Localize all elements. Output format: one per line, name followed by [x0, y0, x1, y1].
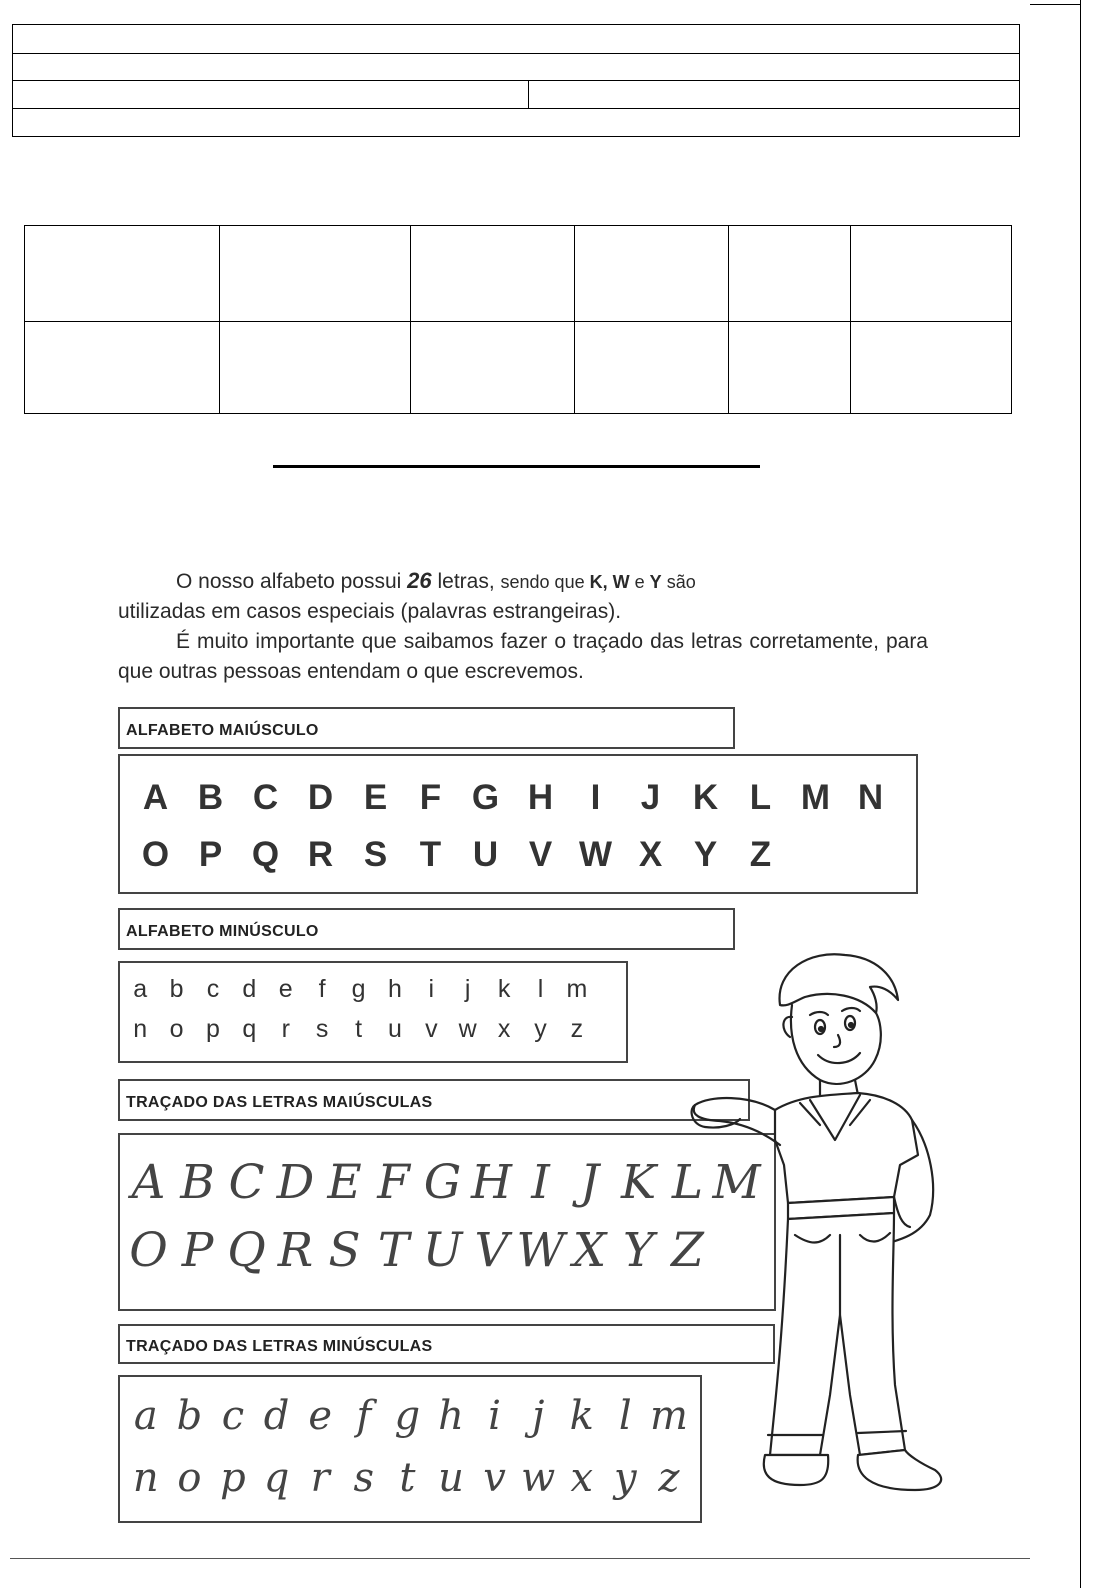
letter: l	[537, 975, 544, 1003]
letter: t	[355, 1015, 363, 1043]
letter: C	[252, 778, 279, 817]
letter: A	[142, 778, 169, 817]
letter: T	[377, 1223, 410, 1278]
letter: h	[387, 975, 402, 1003]
title-underline	[273, 465, 760, 468]
letter: b	[169, 975, 184, 1003]
table-cell[interactable]	[411, 226, 575, 322]
letter: k	[497, 975, 511, 1003]
intro-line-2: utilizadas em casos especiais (palavras estrangeiras).	[118, 600, 622, 623]
letter: F	[419, 778, 442, 817]
letter: A	[131, 1155, 166, 1210]
letter: h	[438, 1393, 464, 1439]
page-border-top	[1030, 4, 1080, 5]
cursive-lower-row-1	[124, 1393, 704, 1439]
letter: d	[242, 975, 257, 1003]
letter: m	[566, 975, 588, 1003]
letter: j	[464, 975, 471, 1003]
footer-rule	[10, 1558, 1030, 1559]
letter: o	[177, 1455, 202, 1501]
letter: b	[176, 1393, 203, 1439]
letter: p	[206, 1015, 220, 1043]
letter: P	[198, 835, 223, 874]
letter: I	[531, 1155, 550, 1210]
letter: c	[221, 1393, 245, 1439]
letter: S	[363, 835, 388, 874]
table-cell[interactable]	[411, 322, 575, 414]
letter: U	[422, 1223, 463, 1278]
letter: L	[749, 778, 772, 817]
letter: c	[206, 975, 220, 1003]
table-cell[interactable]	[851, 322, 1012, 414]
letter: p	[220, 1455, 246, 1501]
letter: n	[132, 1455, 159, 1501]
intro-text-start: O nosso alfabeto possui	[176, 570, 402, 593]
letter: u	[387, 1015, 402, 1043]
letter: R	[307, 835, 334, 874]
upper-row-2	[128, 835, 924, 875]
letter: X	[638, 835, 663, 874]
letter: j	[531, 1393, 545, 1439]
letter: q	[263, 1455, 290, 1501]
table-cell[interactable]	[25, 322, 220, 414]
letter: i	[488, 1393, 501, 1439]
letter: B	[180, 1155, 215, 1210]
letter: g	[351, 975, 366, 1003]
section-title-lower: ALFABETO MINÚSCULO	[118, 908, 735, 950]
blank-grid-table	[24, 225, 1012, 414]
letter: a	[133, 975, 148, 1003]
letter: f	[318, 975, 326, 1003]
letter: Y	[693, 835, 718, 874]
letter: E	[327, 1155, 362, 1210]
letter: R	[277, 1223, 314, 1278]
letter: t	[399, 1455, 416, 1501]
letter: i	[428, 975, 435, 1003]
letter: f	[356, 1393, 372, 1439]
letter: Q	[227, 1223, 266, 1278]
upper-alphabet-box	[118, 754, 918, 894]
intro-paragraph-2	[118, 627, 928, 687]
letter: K	[620, 1155, 657, 1210]
letter: B	[197, 778, 224, 817]
table-cell[interactable]	[729, 322, 851, 414]
letter: D	[276, 1155, 315, 1210]
letter: e	[308, 1393, 332, 1439]
letter: k	[569, 1393, 594, 1439]
intro-sao: são	[666, 572, 696, 592]
intro-letters-word: letras,	[437, 570, 495, 593]
letter: g	[394, 1393, 421, 1439]
letter: C	[228, 1155, 265, 1210]
letter: w	[458, 1015, 477, 1043]
lower-alphabet-box	[118, 961, 628, 1063]
letter: O	[129, 1223, 168, 1278]
letter: x	[497, 1015, 511, 1043]
letter: x	[570, 1455, 594, 1501]
letter: m	[649, 1393, 688, 1439]
table-cell[interactable]	[851, 226, 1012, 322]
section-title-cursive-lower: TRAÇADO DAS LETRAS MINÚSCULAS	[118, 1324, 775, 1364]
letter: I	[590, 778, 601, 817]
letter: s	[315, 1015, 329, 1043]
letter: J	[580, 1155, 599, 1210]
cursive-upper-box	[118, 1133, 776, 1311]
letter: M	[712, 1155, 761, 1210]
lower-row-1	[122, 975, 628, 1004]
letter: n	[133, 1015, 148, 1043]
letter: D	[307, 778, 334, 817]
table-cell[interactable]	[729, 226, 851, 322]
letter: u	[438, 1455, 464, 1501]
letter: z	[570, 1015, 584, 1043]
header-field-1[interactable]	[13, 25, 1019, 54]
letter: q	[242, 1015, 257, 1043]
letter: V	[474, 1223, 509, 1278]
intro-text	[118, 566, 928, 687]
letter: Q	[251, 835, 280, 874]
intro-paragraph-2-text: É muito importante que saibamos fazer o traçado das letras corretamente, para que outras pessoas entendam o que escrevemos.	[118, 630, 928, 683]
table-row	[25, 226, 1012, 322]
lower-row-2	[122, 1015, 628, 1044]
cursive-lower-box	[118, 1375, 702, 1523]
header-form	[12, 24, 1020, 137]
letter: J	[640, 778, 661, 817]
letter: F	[377, 1155, 410, 1210]
table-cell[interactable]	[575, 226, 729, 322]
intro-paragraph-1	[118, 566, 928, 597]
letter: Z	[671, 1223, 704, 1278]
letter: S	[328, 1223, 361, 1278]
letter: M	[800, 778, 831, 817]
letter: z	[658, 1455, 680, 1501]
letter: W	[578, 835, 613, 874]
intro-e: e	[634, 572, 645, 592]
intro-sendo: sendo que	[500, 572, 585, 592]
letter: v	[483, 1455, 506, 1501]
table-cell[interactable]	[220, 226, 411, 322]
intro-kw: K, W	[589, 572, 630, 592]
letter: X	[572, 1223, 607, 1278]
letter: W	[516, 1223, 565, 1278]
section-title-cursive-upper: TRAÇADO DAS LETRAS MAIÚSCULAS	[118, 1079, 750, 1121]
letter: U	[472, 835, 499, 874]
letter: K	[692, 778, 719, 817]
letter: T	[419, 835, 442, 874]
boy-illustration	[680, 935, 970, 1515]
table-row	[25, 322, 1012, 414]
letter: H	[527, 778, 554, 817]
header-field-4[interactable]	[13, 109, 1019, 136]
letter: r	[281, 1015, 290, 1043]
letter: E	[363, 778, 388, 817]
letter: Z	[749, 835, 772, 874]
header-field-row-3	[13, 81, 1019, 109]
letter: v	[425, 1015, 438, 1043]
table-cell[interactable]	[220, 322, 411, 414]
letter: r	[310, 1455, 330, 1501]
page-border-right	[1080, 0, 1081, 1588]
upper-row-1	[128, 778, 924, 818]
header-field-divider	[528, 81, 529, 108]
header-field-2[interactable]	[13, 54, 1019, 81]
letter: w	[521, 1455, 556, 1501]
letter: y	[534, 1015, 547, 1043]
letter: s	[353, 1455, 375, 1501]
letter: e	[278, 975, 293, 1003]
letter: G	[471, 778, 500, 817]
letter: G	[423, 1155, 462, 1210]
letter: y	[614, 1455, 637, 1501]
letter: o	[169, 1015, 184, 1043]
table-cell[interactable]	[575, 322, 729, 414]
section-title-upper: ALFABETO MAIÚSCULO	[118, 707, 735, 749]
cursive-lower-row-2	[124, 1455, 704, 1501]
letter: a	[133, 1393, 158, 1439]
letter: L	[671, 1155, 704, 1210]
letter: P	[181, 1223, 214, 1278]
letter: l	[618, 1393, 632, 1439]
letter: d	[263, 1393, 290, 1439]
letter: Y	[622, 1223, 655, 1278]
letter: O	[141, 835, 170, 874]
letter: N	[857, 778, 884, 817]
table-cell[interactable]	[25, 226, 220, 322]
letter: H	[471, 1155, 512, 1210]
intro-y: Y	[649, 572, 662, 592]
letter-count: 26	[407, 568, 432, 593]
letter: V	[528, 835, 553, 874]
